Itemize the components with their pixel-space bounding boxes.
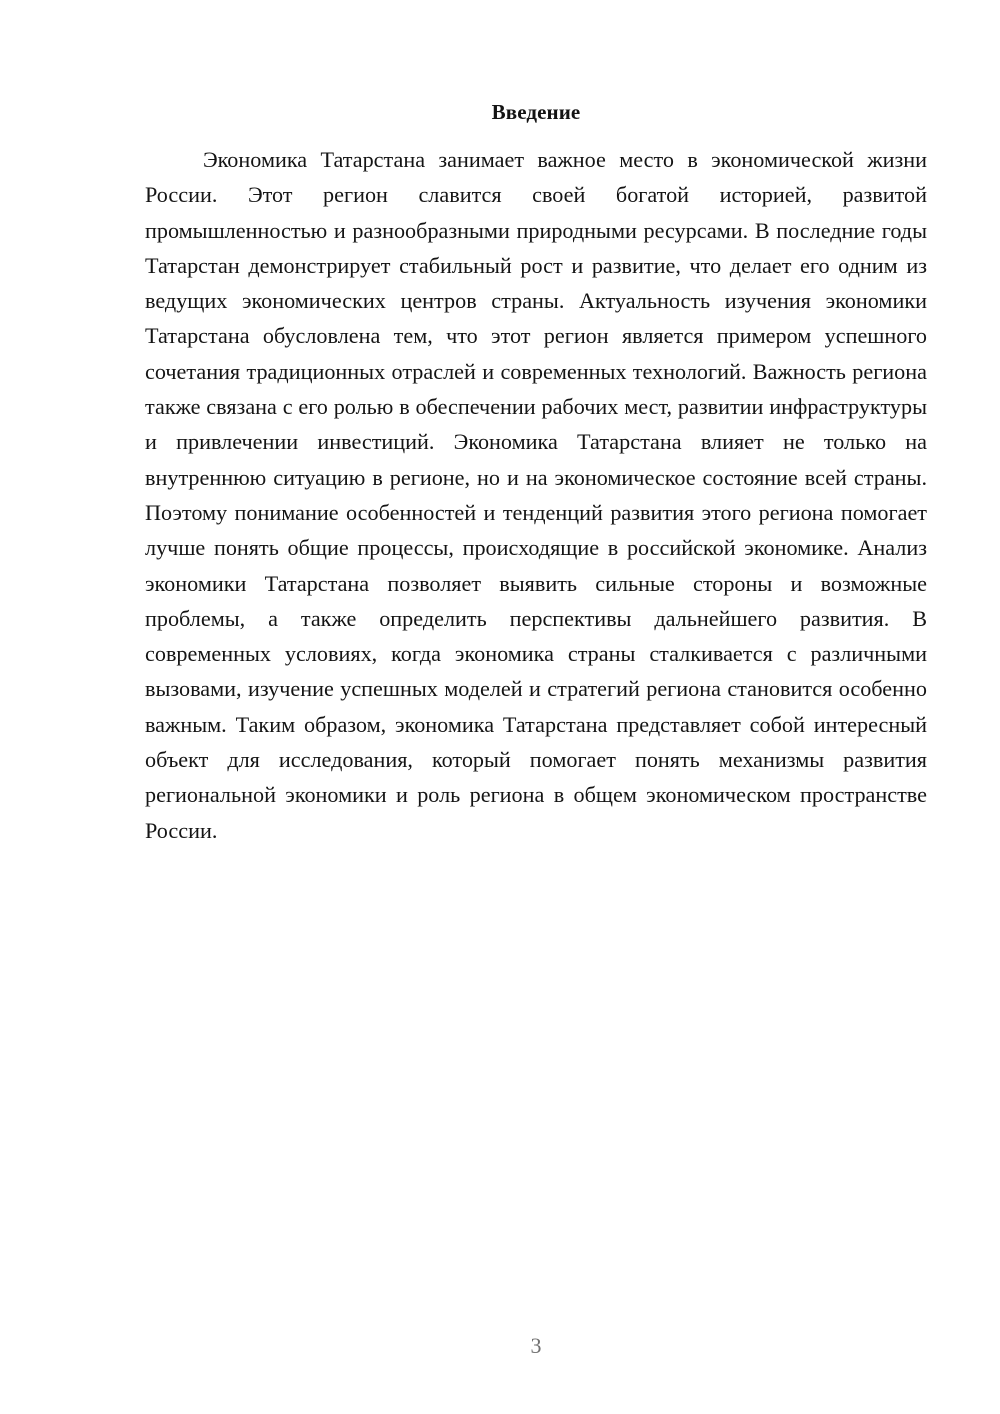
page-number: 3 bbox=[530, 1333, 542, 1358]
body-paragraph: Экономика Татарстана занимает важное место в экономической жизни России. Этот регион славится своей богатой историей, развитой промышленностью и разнообразными природными ресурсами. В последние годы Татарстан демонстрирует стабильный рост и развитие, что делает его одним из ведущих экономических центров страны. Актуальность изучения экономики Татарстана обусловлена тем, что этот регион является примером успешного сочетания традиционных отраслей и современных технологий. Важность региона также связана с его ролью в обеспечении рабочих мест, развитии инфраструктуры и привлечении инвестиций. Экономика Татарстана влияет не только на внутреннюю ситуацию в регионе, но и на экономическое состояние всей страны. Поэтому понимание особенностей и тенденций развития этого региона помогает лучше понять общие процессы, происходящие в российской экономике. Анализ экономики Татарстана позволяет выявить сильные стороны и возможные проблемы, а также определить перспективы дальнейшего развития. В современных условиях, когда экономика страны сталкивается с различными вызовами, изучение успешных моделей и стратегий региона становится особенно важным. Таким образом, экономика Татарстана представляет собой интересный объект для исследования, который помогает понять механизмы развития региональной экономики и роль региона в общем экономическом пространстве России. bbox=[145, 147, 927, 843]
section-heading: Введение bbox=[491, 100, 581, 124]
